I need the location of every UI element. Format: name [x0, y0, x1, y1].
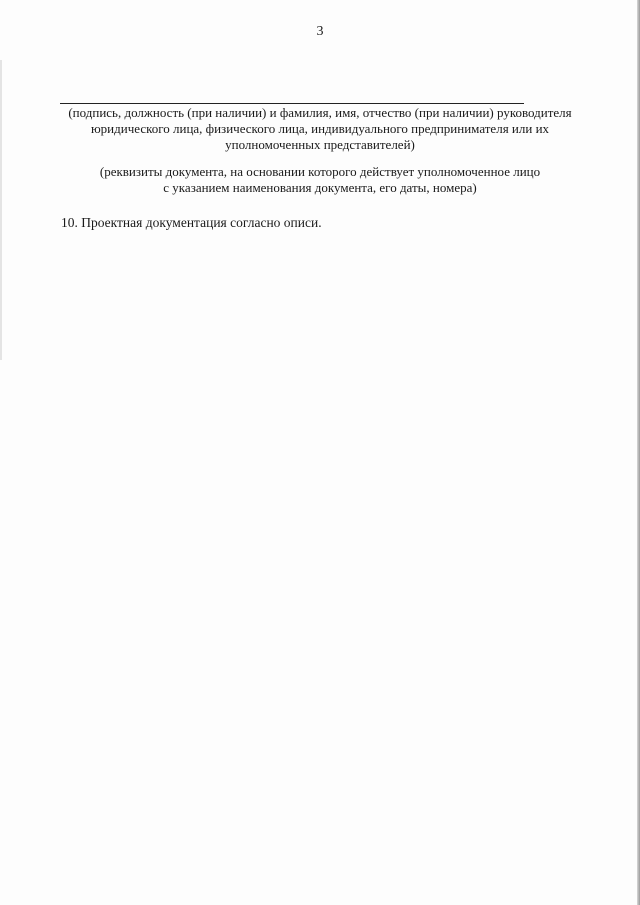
- signature-caption-line: юридического лица, физического лица, индивидуального предпринимателя или их: [90, 121, 550, 136]
- page-number: 3: [316, 24, 324, 39]
- requisites-caption-line: (реквизиты документа, на основании которого действует уполномоченное лицо: [99, 164, 541, 179]
- requisites-caption-line: с указанием наименования документа, его даты, номера): [163, 180, 477, 195]
- signature-line: [60, 103, 524, 104]
- signature-caption-line: уполномоченных представителей): [225, 137, 415, 152]
- scan-edge-left: [0, 60, 2, 360]
- signature-caption: [40, 105, 600, 153]
- item-project-documentation: 10. Проектная документация согласно описи.: [61, 215, 322, 230]
- signature-caption-line: (подпись, должность (при наличии) и фамилия, имя, отчество (при наличии) руководителя: [68, 105, 572, 120]
- requisites-caption: [40, 164, 600, 196]
